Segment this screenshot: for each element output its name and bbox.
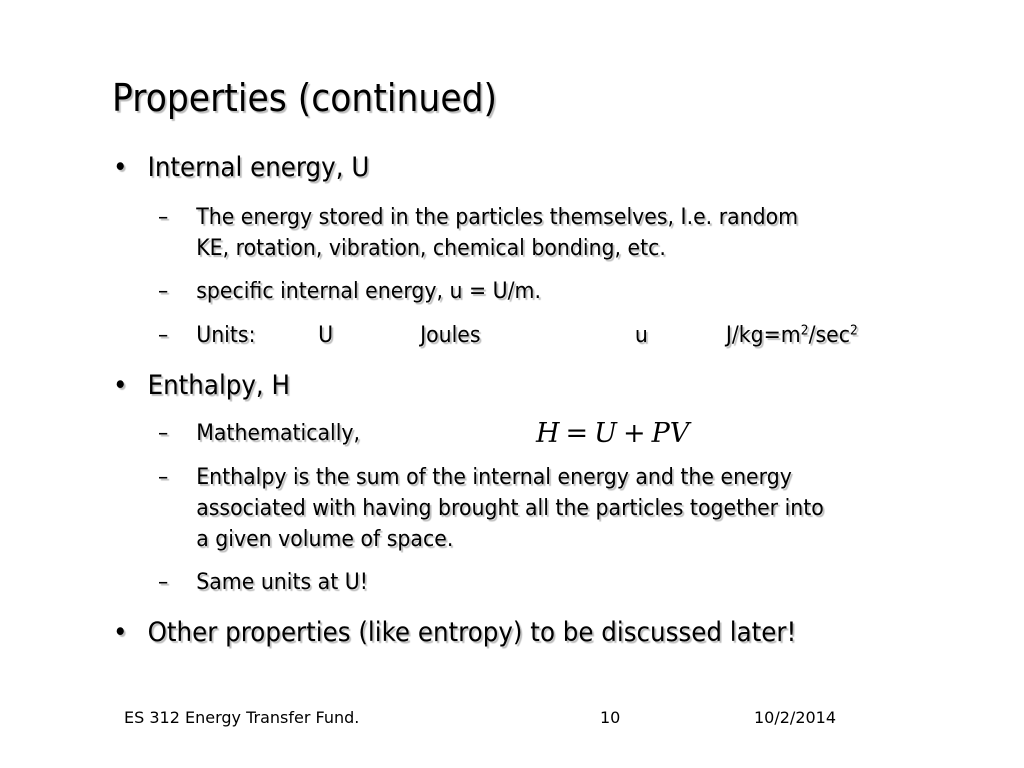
bullet-enthalpy	[113, 370, 290, 401]
units-specific: $J/kg=m^2/\sec^2$	[725, 322, 858, 348]
equation-v: V	[669, 418, 690, 449]
subitem-line: The energy stored in the particles themselves, I.e. random	[196, 204, 799, 230]
dash-glyph: –	[158, 464, 169, 490]
units-symbol-u-upper: U	[318, 322, 334, 348]
bullet-glyph: •	[113, 370, 128, 401]
subitem-line: specific internal energy, u = U/m.	[196, 278, 542, 304]
subitem-energy-stored	[158, 202, 798, 264]
footer-date: 10/2/2014	[754, 708, 837, 727]
dash-glyph: –	[158, 322, 169, 348]
bullet-glyph: •	[113, 152, 128, 183]
equation-h: H	[536, 418, 560, 449]
units-symbol-u-lower: u	[634, 322, 648, 348]
subitem-line: associated with having brought all the particles together into	[196, 495, 824, 521]
subitem-line: Mathematically,	[196, 420, 361, 446]
slide-title: Properties (continued)	[112, 76, 498, 120]
equation-p: P	[651, 418, 670, 449]
bullet-label: Enthalpy, H	[147, 370, 291, 401]
footer-page-number: 10	[600, 708, 621, 727]
equation-equals: =	[565, 418, 589, 449]
dash-glyph: –	[158, 569, 169, 595]
bullet-glyph: •	[113, 617, 128, 648]
dash-glyph: –	[158, 278, 169, 304]
subitem-units	[158, 320, 858, 351]
footer-course: ES 312 Energy Transfer Fund.	[124, 708, 360, 727]
subitem-line: Same units at U!	[196, 569, 368, 595]
subitem-same-units	[158, 567, 368, 598]
equation-plus: +	[622, 418, 646, 449]
bullet-other-properties	[113, 617, 796, 648]
bullet-label: Internal energy, U	[147, 152, 370, 183]
subitem-line: KE, rotation, vibration, chemical bonding, etc.	[196, 235, 666, 261]
subitem-line: a given volume of space.	[196, 526, 454, 552]
dash-glyph: –	[158, 204, 169, 230]
bullet-internal-energy	[113, 152, 369, 183]
subitem-enthalpy-definition	[158, 462, 824, 555]
dash-glyph: –	[158, 420, 169, 446]
subitem-line: Enthalpy is the sum of the internal energy and the energy	[196, 464, 792, 490]
enthalpy-equation	[536, 418, 689, 449]
units-joules: Joules	[420, 322, 481, 348]
subitem-specific-internal-energy	[158, 276, 541, 307]
equation-u: U	[594, 418, 617, 449]
units-label: Units:	[196, 322, 256, 348]
bullet-label: Other properties (like entropy) to be discussed later!	[147, 617, 797, 648]
subitem-mathematically	[158, 418, 360, 449]
